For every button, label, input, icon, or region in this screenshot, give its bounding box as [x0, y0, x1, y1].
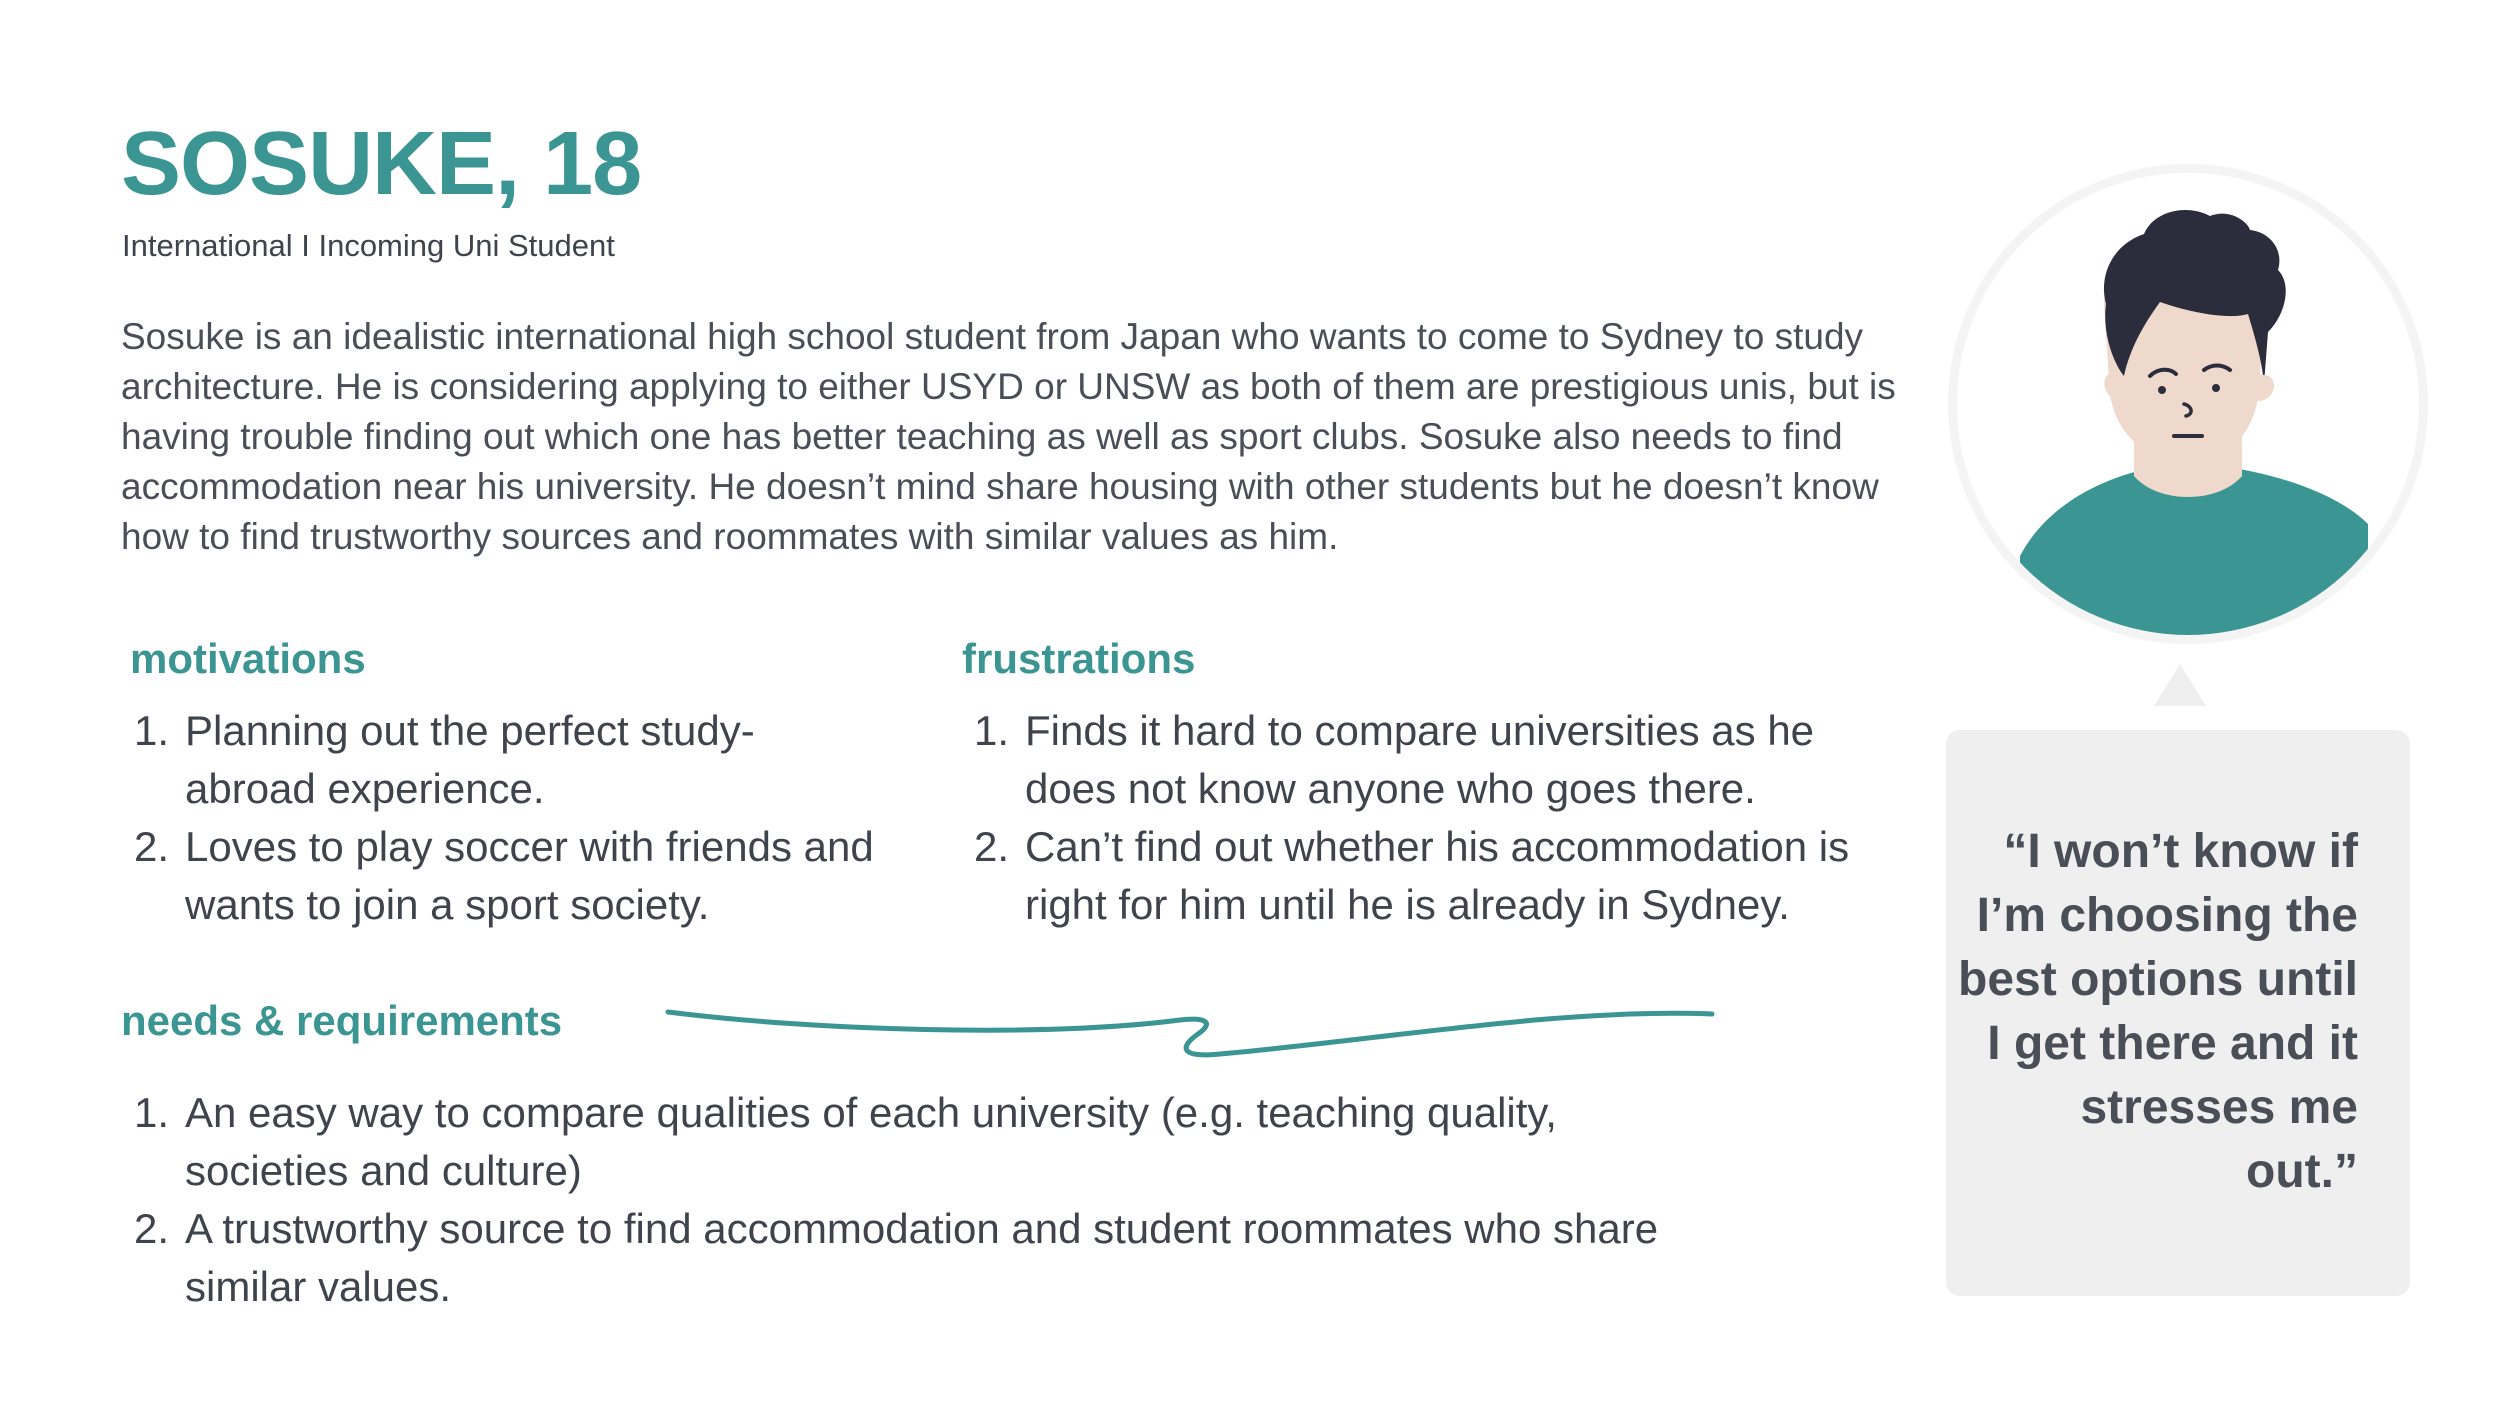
need-item: [122, 1084, 1702, 1200]
motivations-heading: motivations: [130, 635, 366, 682]
persona-subtitle: International I Incoming Uni Student: [122, 228, 615, 263]
frustration-text: Finds it hard to compare universities as he does not know anyone who goes there.: [1025, 707, 1815, 812]
avatar-icon: [1948, 164, 2428, 644]
need-item: [122, 1200, 1702, 1316]
motivation-item: [122, 818, 882, 934]
motivations-list: [122, 702, 882, 934]
motivation-text: Planning out the perfect study-abroad experience.: [185, 707, 755, 812]
frustrations-heading: frustrations: [962, 635, 1196, 682]
speech-pointer-icon: [2150, 660, 2210, 710]
needs-list: [122, 1084, 1702, 1316]
frustration-item: [962, 818, 1882, 934]
list-number: 2.: [974, 823, 1010, 870]
motivation-item: [122, 702, 882, 818]
list-number: 1.: [974, 707, 1010, 754]
list-number: 2.: [134, 1205, 170, 1252]
squiggle-line-decoration: [660, 990, 1740, 1070]
motivation-text: Loves to play soccer with friends and wants to join a sport society.: [185, 823, 874, 928]
need-text: A trustworthy source to find accommodation and student roommates who share similar values.: [185, 1205, 1659, 1310]
list-number: 1.: [134, 707, 170, 754]
need-text: An easy way to compare qualities of each university (e.g. teaching quality, societies and culture): [185, 1089, 1557, 1194]
persona-name-age: SOSUKE, 18: [121, 114, 642, 214]
needs-heading: needs & requirements: [121, 997, 563, 1044]
frustration-item: [962, 702, 1882, 818]
frustration-text: Can’t find out whether his accommodation is right for him until he is already in Sydney.: [1025, 823, 1850, 928]
quote-card: [1946, 730, 2410, 1296]
persona-quote: “I won’t know if I’m choosing the best options until I get there and it stresses me out.”: [1958, 825, 2358, 1198]
list-number: 2.: [134, 823, 170, 870]
frustrations-list: [962, 702, 1882, 934]
list-number: 1.: [134, 1089, 170, 1136]
persona-bio: Sosuke is an idealistic international high school student from Japan who wants to come to Sydney to study architecture. He is considering applying to either USYD or UNSW as both of them are prestigious unis, but is having trouble finding out which one has better teaching as well as sport clubs. Sosuke also needs to find accommodation near his university. He doesn’t mind share housing with other students but he doesn’t know how to find trustworthy sources and roommates with similar values as him.: [121, 316, 1896, 557]
